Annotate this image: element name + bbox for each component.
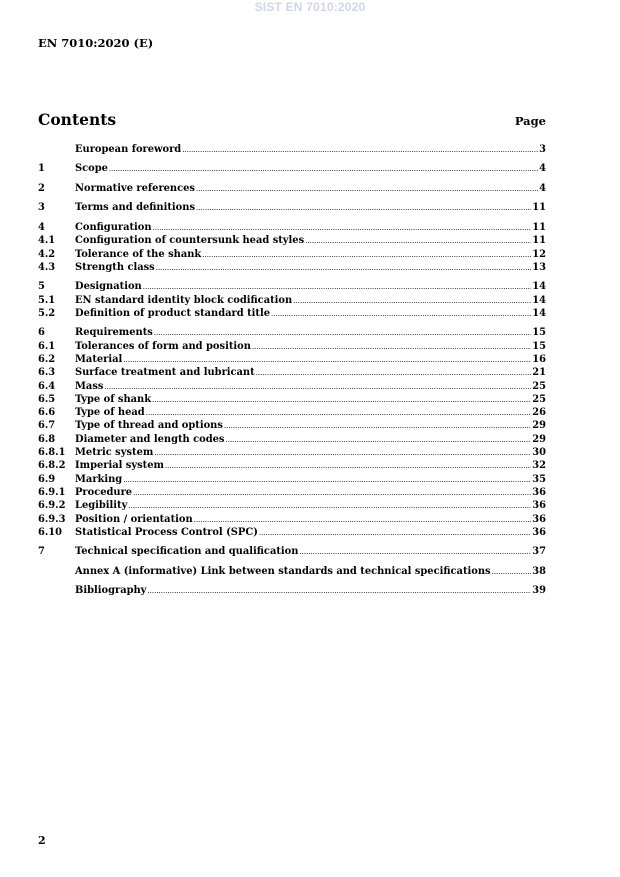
contents-title: Contents [38, 110, 117, 129]
toc-entry[interactable] [38, 487, 546, 500]
toc-entry[interactable] [38, 381, 546, 394]
toc-entry-number: 5.1 [38, 294, 56, 306]
toc-entry-page: 16 [532, 353, 546, 365]
toc-entry[interactable] [38, 183, 546, 196]
toc-entry-title: Terms and definitions [75, 202, 196, 214]
dot-leader [147, 585, 531, 596]
toc-entry-number: 4.3 [38, 261, 56, 273]
toc-entry-page: 14 [532, 294, 546, 306]
document-id: EN 7010:2020 (E) [38, 36, 154, 50]
dot-leader [226, 434, 532, 445]
toc-entry-page: 37 [532, 546, 546, 558]
toc-entry-page: 11 [532, 221, 546, 233]
toc-entry[interactable] [38, 281, 546, 294]
toc-entry-title: Metric system [75, 447, 154, 459]
toc-entry-title: Surface treatment and lubricant [75, 367, 255, 379]
toc-entry[interactable] [38, 341, 546, 354]
toc-entry[interactable] [38, 407, 546, 420]
toc-entry[interactable] [38, 585, 546, 598]
toc-entry[interactable] [38, 500, 546, 513]
toc-entry-title: Statistical Process Control (SPC) [75, 526, 258, 538]
toc-entry-page: 15 [532, 327, 546, 339]
toc-entry-page: 13 [532, 261, 546, 273]
toc-entry-title: Strength class [75, 261, 155, 273]
dot-leader [123, 474, 531, 485]
dot-leader [196, 202, 531, 213]
dot-leader [154, 327, 531, 338]
toc-entry-page: 36 [532, 486, 546, 498]
toc-entry-page: 12 [532, 248, 546, 260]
toc-entry-page: 4 [539, 182, 546, 194]
toc-entry-number: 1 [38, 163, 45, 175]
toc-entry-title: Definition of product standard title [75, 307, 270, 319]
toc-entry-number: 3 [38, 202, 45, 214]
toc-entry-title: EN standard identity block codification [75, 294, 293, 306]
toc-entry-title: Legibility [75, 500, 128, 512]
watermark: SIST EN 7010:2020 [254, 0, 366, 14]
toc-entry[interactable] [38, 447, 546, 460]
toc-entry-page: 25 [532, 393, 546, 405]
toc-entry[interactable] [38, 514, 546, 527]
dot-leader [271, 308, 531, 319]
toc-entry-number: 6.8 [38, 433, 56, 445]
toc-entry-page: 15 [532, 340, 546, 352]
toc-entry-title: Type of head [75, 407, 145, 419]
toc-entry[interactable] [38, 308, 546, 321]
toc-entry[interactable] [38, 249, 546, 262]
toc-entry-title: Marking [75, 473, 123, 485]
toc-entry-title: Annex A (informative) Link between standards and technical specifications [75, 565, 491, 577]
dot-leader [252, 341, 531, 352]
toc-entry[interactable] [38, 144, 546, 157]
toc-entry-number: 4.1 [38, 235, 56, 247]
toc-entry-number: 5.2 [38, 307, 56, 319]
toc-entry-title: Diameter and length codes [75, 433, 225, 445]
toc-entry-title: Mass [75, 380, 104, 392]
toc-entry-title: Requirements [75, 327, 153, 339]
toc-entry[interactable] [38, 327, 546, 340]
toc-entry-number: 6.9.3 [38, 513, 66, 525]
toc-entry-page: 11 [532, 202, 546, 214]
toc-entry-number: 6.9.2 [38, 500, 66, 512]
toc-entry[interactable] [38, 394, 546, 407]
toc-entry[interactable] [38, 460, 546, 473]
toc-entry-page: 39 [532, 585, 546, 597]
toc-entry-number: 6.2 [38, 353, 56, 365]
dot-leader [133, 487, 531, 498]
dot-leader [123, 354, 531, 365]
toc-entry-title: Configuration [75, 221, 152, 233]
toc-entry-title: Bibliography [75, 585, 147, 597]
toc-entry-page: 29 [532, 433, 546, 445]
toc-entry-page: 3 [539, 144, 546, 155]
dot-leader [492, 566, 532, 577]
dot-leader [154, 447, 531, 458]
dot-leader [196, 183, 538, 194]
toc-entry-title: Configuration of countersunk head styles [75, 235, 305, 247]
dot-leader [293, 295, 531, 306]
toc-entry-page: 38 [532, 565, 546, 577]
toc-entry-number: 5 [38, 281, 45, 293]
toc-entry-title: Type of shank [75, 393, 152, 405]
toc-entry-number: 6.9.1 [38, 486, 66, 498]
toc-entry[interactable] [38, 295, 546, 308]
dot-leader [194, 514, 532, 525]
toc-entry-title: Scope [75, 163, 108, 175]
toc-entry[interactable] [38, 262, 546, 275]
toc-entry-number: 6.5 [38, 393, 56, 405]
toc-entry[interactable] [38, 163, 546, 176]
toc-entry-number: 6.8.1 [38, 447, 66, 459]
toc-entry[interactable] [38, 566, 546, 579]
toc-entry-page: 36 [532, 500, 546, 512]
dot-leader [299, 546, 531, 557]
toc-entry-page: 26 [532, 407, 546, 419]
dot-leader [305, 235, 531, 246]
toc-entry-number: 6.3 [38, 367, 56, 379]
toc-entry-page: 25 [532, 380, 546, 392]
toc-entry-title: Tolerance of the shank [75, 248, 202, 260]
dot-leader [104, 381, 531, 392]
dot-leader [109, 163, 538, 174]
toc-entry-title: Imperial system [75, 460, 164, 472]
toc-entry-page: 29 [532, 420, 546, 432]
dot-leader [128, 500, 531, 511]
toc-entry[interactable] [38, 527, 546, 540]
dot-leader [202, 249, 531, 260]
toc-entry-page: 21 [532, 367, 546, 379]
toc-entry-title: Designation [75, 281, 142, 293]
dot-leader [153, 222, 532, 233]
toc-entry-number: 6.6 [38, 407, 56, 419]
toc-entry-title: Technical specification and qualification [75, 546, 299, 558]
toc-entry-page: 30 [532, 447, 546, 459]
dot-leader [146, 407, 532, 418]
toc-entry-number: 7 [38, 546, 45, 558]
toc-entry-number: 6.9 [38, 473, 56, 485]
toc-entry-page: 36 [532, 513, 546, 525]
toc-entry-number: 6.8.2 [38, 460, 66, 472]
toc-entry-number: 4 [38, 221, 45, 233]
dot-leader [156, 262, 532, 273]
toc-entry-number: 6.7 [38, 420, 56, 432]
dot-leader [224, 420, 531, 431]
toc-entry-page: 14 [532, 307, 546, 319]
toc-entry-number: 6.4 [38, 380, 56, 392]
toc-entry[interactable] [38, 434, 546, 447]
toc-entry-title: Position / orientation [75, 513, 193, 525]
toc-entry[interactable] [38, 354, 546, 367]
toc-entry[interactable] [38, 235, 546, 248]
toc-entry-number: 6.1 [38, 340, 56, 352]
toc-entry[interactable] [38, 546, 546, 559]
dot-leader [152, 394, 531, 405]
toc-entry-page: 36 [532, 526, 546, 538]
toc-entry-page: 14 [532, 281, 546, 293]
toc-entry-number: 6.10 [38, 526, 63, 538]
toc-entry[interactable] [38, 367, 546, 380]
toc-entry[interactable] [38, 202, 546, 215]
toc-entry-title: Tolerances of form and position [75, 340, 251, 352]
toc-entry[interactable] [38, 474, 546, 487]
toc-entry[interactable] [38, 222, 546, 235]
dot-leader [182, 144, 538, 155]
toc-entry-title: Normative references [75, 182, 195, 194]
toc-entry-title: European foreword [75, 144, 182, 155]
toc-entry[interactable] [38, 420, 546, 433]
toc-entry-page: 32 [532, 460, 546, 472]
toc-entry-page: 11 [532, 235, 546, 247]
dot-leader [259, 527, 531, 538]
toc-entry-number: 4.2 [38, 248, 56, 260]
toc-entry-page: 4 [539, 163, 546, 175]
dot-leader [165, 460, 531, 471]
toc-entry-title: Type of thread and options [75, 420, 223, 432]
dot-leader [143, 281, 532, 292]
toc-entry-title: Procedure [75, 486, 133, 498]
dot-leader [256, 367, 532, 378]
table-of-contents [38, 144, 546, 599]
page-number: 2 [38, 834, 46, 847]
page-column-label: Page [514, 114, 546, 128]
toc-entry-number: 2 [38, 182, 45, 194]
toc-entry-number: 6 [38, 327, 45, 339]
toc-entry-page: 35 [532, 473, 546, 485]
toc-entry-title: Material [75, 353, 123, 365]
